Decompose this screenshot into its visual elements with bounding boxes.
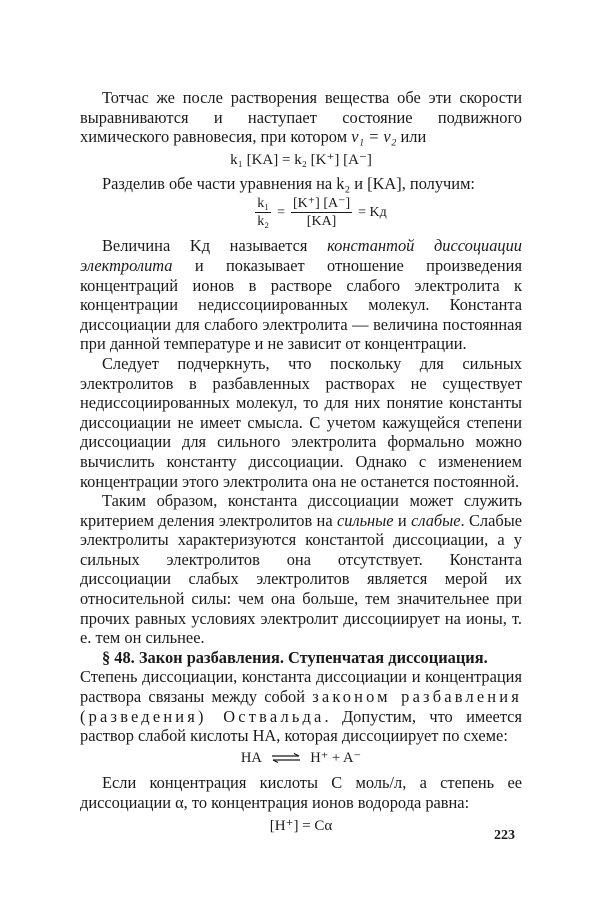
para6-end: . Допустим, что имеется раствор слабой кислоты НА, которая диссоциирует по схеме: (80, 706, 522, 746)
para3-start: Величина Kд называется (102, 236, 328, 256)
term-weak: слабые (411, 510, 461, 530)
reaction-products: H⁺ + A⁻ (310, 749, 362, 766)
paragraph-criterion (80, 491, 522, 648)
paragraph-concentration: Если концентрация кислоты C моль/л, а степень ее диссоциации α, то концентрация ионов водорода равна: (80, 773, 522, 812)
dissociation-reaction (80, 749, 522, 769)
fraction-conc-denominator: [KA] (306, 214, 337, 230)
fraction-k-denominator: k₂ (257, 214, 270, 230)
dissociation-constant-symbol: = Kд (358, 205, 387, 221)
para5-start: Таким образом, константа диссоциации может служить критерием деления электролитов на (80, 491, 522, 530)
para5-and: и (393, 510, 412, 530)
fraction-conc-numerator: [K⁺] [A⁻] (293, 196, 351, 212)
equilibrium-arrow-icon (271, 753, 301, 763)
section-title: § 48. Закон разбавления. Ступенчатая диссоциация. (102, 647, 488, 667)
para5-end: . Слабые электролиты характеризуются константой диссоциации, а у сильных электролитов она отсутствует. Константа диссоциации слабых электролитов является мерой их относительной силы: чем она больше, тем значительнее при прочих равных условиях электролит диссоциирует на ионы, т. е. тем он сильнее. (80, 510, 522, 648)
paragraph-equilibrium (80, 88, 522, 147)
term-dissociation-constant: константой диссоциации электролита (80, 236, 522, 275)
equation-hydrogen-ions: [H⁺] = Cα (269, 817, 333, 834)
fraction-concentration (291, 195, 352, 230)
fraction-k-numerator: k₁ (257, 196, 270, 212)
page-body (80, 88, 522, 840)
paragraph-strong-electrolytes: Следует подчеркнуть, что поскольку для сильных электролитов в разбавленных растворах не существует недиссоциированных молекул, то для них понятие константы диссоциации не имеет смысла. С учетом кажущейся степени диссоциации для сильного электролита формально можно вычислить константу диссоциации. Однако с изменением концентрации этого электролита она не останется постоянной. (80, 353, 522, 491)
rate-condition: v₁ = v₂ (351, 127, 397, 147)
reaction-reactant: HA (240, 749, 261, 766)
paragraph-ostwald (80, 667, 522, 745)
paragraph-divide: Разделив обе части уравнения на k₂ и [KA], получим: (102, 173, 475, 193)
para6-start: Степень диссоциации, константа диссоциации и концентрация раствора связаны между собой (80, 667, 522, 707)
term-ostwald-law: законом разбавления (разведения) Оствальда (80, 687, 522, 726)
para1-text: Тотчас же после растворения вещества обе эти скорости выравниваются и наступает состояние подвижного химического равновесия, при котором (80, 88, 522, 147)
page-number: 223 (494, 828, 515, 843)
equation-constant (120, 195, 522, 230)
equals-sign: = (277, 205, 285, 221)
para3-end: и показывает отношение произведения концентраций ионов в растворе слабого электролита к концентрации недиссоциированных молекул. Константа диссоциации для слабого электролита — величина постоянная при данной температуре и не зависит от концентрации. (80, 255, 522, 354)
paragraph-definition (80, 236, 522, 354)
term-strong: сильные (336, 510, 394, 530)
fraction-k (255, 195, 271, 230)
equation-rates: k₁ [KA] = k₂ [K⁺] [A⁻] (230, 151, 372, 168)
para1-tail: или (400, 127, 427, 147)
section-heading (80, 648, 522, 668)
